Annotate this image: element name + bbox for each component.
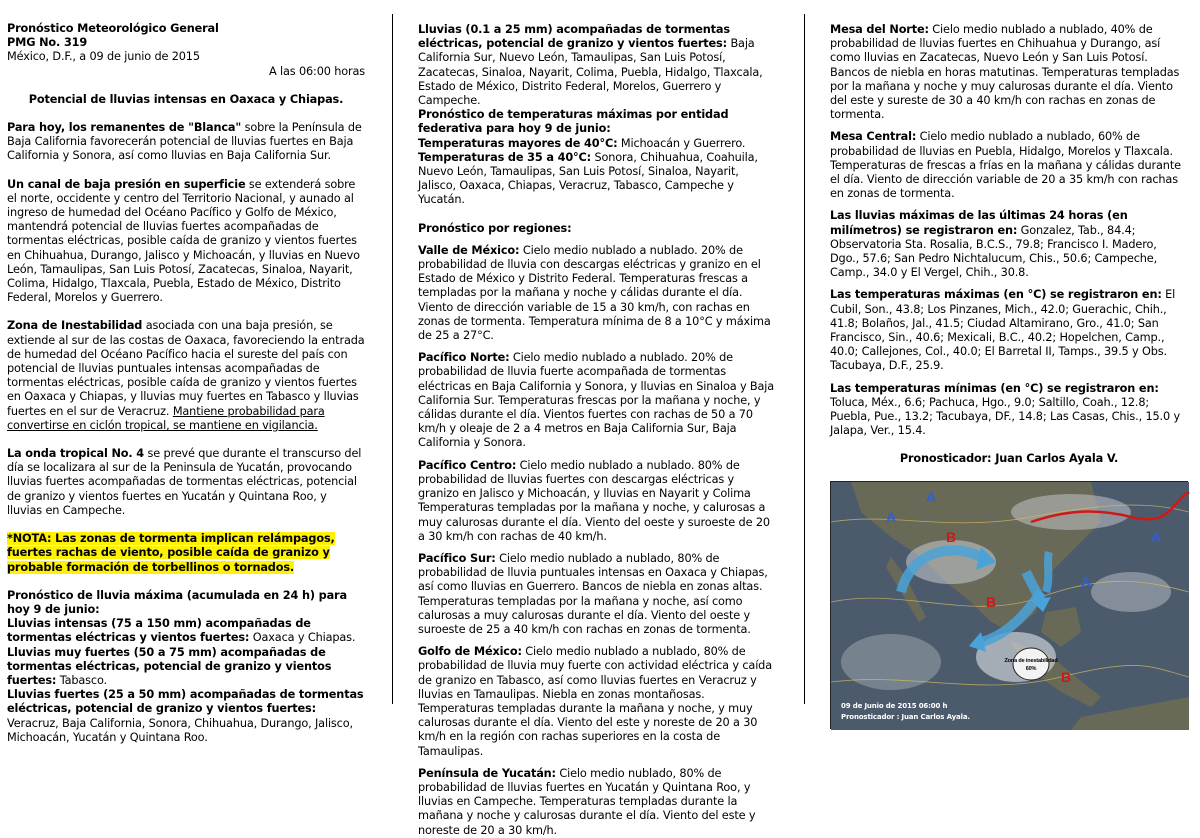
rain-max-24h: Las lluvias máximas de las últimas 24 horas (en milímetros) se registraron en: Gonzalez, Tab., 84.4; Observatoria Sta. Rosalia, B.C.S., 79.8; Francisco I. Madero, Dgo., 57.6; San Pedro Nichtalucum, Chis., 50.6; Campeche, Camp., 34.0 y El Vergel, Chih., 30.8. <box>830 209 1158 280</box>
low-pressure-1: B <box>946 528 956 545</box>
region-pacifico-centro: Pacífico Centro: Cielo medio nublado a nublado. 80% de probabilidad de lluvias fuertes con descargas eléctricas y granizo en Jalisco y Michoacán, y lluvias en Nayarit y Colima Temperaturas templadas por la mañana y noche, y calurosas a muy calurosas durante el día. Viento del oeste y suroeste de 20 a 30 km/h con rachas de 40 km/h. <box>418 458 770 543</box>
region-pacifico-norte: Pacífico Norte: Cielo medio nublado a nublado. 20% de probabilidad de lluvia fuerte acompañada de tormentas eléctricas en Baja California y Sonora, y lluvias en Sinaloa y Baja California Sur. Temperaturas frescas por la mañana y noche, y cálidas durante el día. Vientos fuertes con rachas de 50 a 70 km/h y oleaje de 2 a 4 metros en Baja California Sur, Baja California y Sonora. <box>418 351 775 450</box>
cloud-band-4 <box>1091 572 1171 612</box>
instability-zone-label: Zona de inestabilidad <box>1004 657 1058 664</box>
doc-title: Pronóstico Meteorológico General <box>7 22 219 35</box>
satellite-weather-map <box>830 481 1188 729</box>
map-date-label: 09 de Junio de 2015 06:00 h <box>841 701 948 710</box>
region-mesa-del-norte: Mesa del Norte: Cielo medio nublado a nublado, 40% de probabilidad de lluvias fuertes en Chihuahua y Durango, así como lluvias en Zacatecas, Nuevo León y San Luis Potosí. Bancos de niebla en horas matutinas. Temperaturas templadas por la mañana y noche y muy calurosas durante el día. Viento del este y sureste de 30 a 40 km/h con rachas en zonas de tormenta. <box>830 23 1180 122</box>
instability-zone-pct: 60% <box>1025 665 1037 672</box>
doc-place-date: México, D.F., a 09 de junio de 2015 <box>7 50 200 64</box>
high-pressure-2: A <box>886 508 896 525</box>
paragraph-zona-inestabilidad: Zona de Inestabilidad asociada con una baja presión, se extiende al sur de las costas de Oaxaca, favoreciendo la entrada de humedad del Océano Pacífico hacia el sureste del país con potencial de lluvias puntuales intensas acompañadas de tormentas eléctricas, posible caída de granizo y vientos fuertes en Oaxaca y Chiapas, y lluvias muy fuertes en Tabasco y lluvias fuertes en el sur de Veracruz. Mantiene probabilidad para convertirse en ciclón tropical, se mantiene en vigilancia. <box>7 319 365 432</box>
column-divider-left <box>392 14 393 704</box>
rain-light: Lluvias (0.1 a 25 mm) acompañadas de tormentas eléctricas, potencial de granizo y vientos fuertes: Baja California Sur, Nuevo León, Tamaulipas, San Luis Potosí, Zacatecas, Sinaloa, Nayarit, Colima, Puebla, Hidalgo, Tlaxcala, Estado de México, Distrito Federal, Morelos, Guerrero y Campeche. <box>418 23 763 108</box>
column-3 <box>830 23 1188 729</box>
paragraph-onda-tropical: La onda tropical No. 4 se prevé que durante el transcurso del día se localizara al sur de la Peninsula de Yucatán, provocando lluvias fuertes acompañadas de tormentas eléctricas, potencial de granizo y vientos fuertes en Yucatán y Quintana Roo, y lluvias en Campeche. <box>7 447 362 517</box>
circulation-arrow-north <box>1046 552 1049 592</box>
high-pressure-3: A <box>1081 573 1091 590</box>
max-temp-title: Pronóstico de temperaturas máximas por entidad federativa para hoy 9 de junio: <box>418 108 729 136</box>
doc-number: PMG No. 319 <box>7 36 88 50</box>
high-pressure-1: A <box>926 488 936 505</box>
satellite-map-graphic <box>831 482 1189 730</box>
region-golfo-de-mexico: Golfo de México: Cielo medio nublado a nublado, 80% de probabilidad de lluvia muy fuerte con actividad eléctrica y caída de granizo en Tabasco, así como lluvias fuertes en Veracruz y lluvias en Tamaulipas. Niebla en zonas montañosas. Temperaturas templadas durante la mañana y noche, y muy calurosas durante el día. Viento del este y noreste de 20 a 30 km/h en la región con rachas superiores en la costa de Tamaulipas. <box>418 645 772 758</box>
temp-min-recorded: Las temperaturas mínimas (en °C) se registraron en: Toluca, Méx., 6.6; Pachuca, Hgo., 9.0; Saltillo, Coah., 12.8; Puebla, Pue., 13.2; Tacubaya, DF., 14.8; Las Casas, Chis., 15.0 y Jalapa, Ver., 15.4. <box>830 381 1181 438</box>
region-pacifico-sur: Pacífico Sur: Cielo medio nublado a nublado, 80% de probabilidad de lluvia puntuales intensas en Oaxaca y Chiapas, así como lluvias en Guerrero. Bancos de niebla en zonas altas. Temperaturas templadas por la mañana y noche, así como calurosas a muy calurosas durante el día. Viento del oeste y suroeste de 25 a 40 km/h con rachas en zonas de tormenta. <box>418 551 768 636</box>
low-pressure-3: B <box>1061 668 1071 685</box>
rain-very-heavy: Lluvias muy fuertes (50 a 75 mm) acompañadas de tormentas eléctricas, potencial de granizo y vientos fuertes: Tabasco. <box>7 645 332 687</box>
rain-intense: Lluvias intensas (75 a 150 mm) acompañadas de tormentas eléctricas y vientos fuertes: Oaxaca y Chiapas. <box>7 617 356 645</box>
forecaster-name: Pronosticador: Juan Carlos Ayala V. <box>899 452 1119 466</box>
map-forecaster-label: Pronosticador : Juan Carlos Ayala. <box>841 712 970 721</box>
rain-heavy: Lluvias fuertes (25 a 50 mm) acompañadas de tormentas eléctricas, potencial de granizo y vientos fuertes: Veracruz, Baja California, Sonora, Chihuahua, Durango, Jalisco, Michoacán, Yucatán y Quintana Roo. <box>7 688 364 744</box>
region-valle-de-mexico: Valle de México: Cielo medio nublado a nublado. 20% de probabilidad de lluvia con descargas eléctricas y granizo en el Estado de México y Distrito Federal. Temperaturas frescas a templadas por la mañana y noche y cálidas durante el día. Viento de dirección variable de 15 a 30 km/h, con rachas en zonas de tormenta. Temperatura mínima de 8 a 10°C y máxima de 25 a 27°C. <box>418 243 771 343</box>
high-pressure-4: A <box>1151 528 1161 545</box>
region-mesa-central: Mesa Central: Cielo medio nublado a nublado, 60% de probabilidad de lluvias en Puebla, Hidalgo, Morelos y Tlaxcala. Temperaturas de frescas a frías en la mañana y cálidas durante el día. Viento de dirección variable de 20 a 35 km/h con rachas en zonas de tormenta. <box>830 130 1181 201</box>
temp-over-40: Temperaturas mayores de 40°C: Michoacán y Guerrero. <box>418 136 746 150</box>
instability-zone-marker <box>1013 648 1049 680</box>
column-divider-right <box>804 14 805 704</box>
temp-max-recorded: Las temperaturas máximas (en °C) se registraron en: El Cubil, Son., 43.8; Los Pinzanes, Mich., 42.0; Guerachic, Chih., 41.8; Bolaños, Jal., 41.5; Ciudad Altamirano, Gro., 41.0; San Francisco, Sin., 40.6; Mexicali, B.C., 40.2; Hopelchen, Camp., 40.0; Callejones, Col., 40.0; El Barretal II, Tamps., 39.5 y Obs. Tacubaya, D.F., 25.9. <box>830 288 1176 373</box>
paragraph-blanca: Para hoy, los remanentes de "Blanca" sobre la Península de Baja California favorecerán potencial de lluvias fuertes en Baja California y Sonora, así como lluvias en Baja California Sur. <box>7 121 362 163</box>
low-pressure-2: B <box>986 593 996 610</box>
region-peninsula-yucatan: Península de Yucatán: Cielo medio nublado, 80% de probabilidad de lluvias fuertes en Yucatán y Quintana Roo, y lluvias en Campeche. Temperaturas templadas durante la mañana y noche y calurosas durante el día. Viento del este y noreste de 20 a 30 km/h. <box>418 766 756 837</box>
nota-highlight: *NOTA: Las zonas de tormenta implican relámpagos, fuertes rachas de viento, posible caída de granizo y probable formación de torbellinos o tornados. <box>7 532 335 574</box>
headline: Potencial de lluvias intensas en Oaxaca y Chiapas. <box>28 92 344 106</box>
doc-time: A las 06:00 horas <box>269 64 365 78</box>
paragraph-canal-baja-presion: Un canal de baja presión en superficie se extenderá sobre el norte, occidente y centro del Territorio Nacional, y aunado al ingreso de humedad del Océano Pacífico y Golfo de México, mantendrá potencial de lluvias fuertes acompañadas de tormentas eléctricas, posible caída de granizo y vientos fuertes en Chihuahua, Durango, Jalisco y Michoacán, y lluvias en Nuevo León, Tamaulipas, San Luis Potosí, Zacatecas, Sinaloa, Nayarit, Colima, Hidalgo, Tlaxcala, Puebla, Estado de México, Distrito Federal, Morelos y Guerrero. <box>7 177 360 305</box>
regions-title: Pronóstico por regiones: <box>418 221 572 235</box>
column-2 <box>418 23 776 838</box>
rain-forecast-title: Pronóstico de lluvia máxima (acumulada en 24 h) para hoy 9 de junio: <box>7 588 347 616</box>
temp-35-40: Temperaturas de 35 a 40°C: Sonora, Chihuahua, Coahuila, Nuevo León, Tamaulipas, San Luis Potosí, Sinaloa, Nayarit, Jalisco, Oaxaca, Chiapas, Veracruz, Tabasco, Campeche y Yucatán. <box>418 150 758 207</box>
column-1 <box>7 22 365 745</box>
